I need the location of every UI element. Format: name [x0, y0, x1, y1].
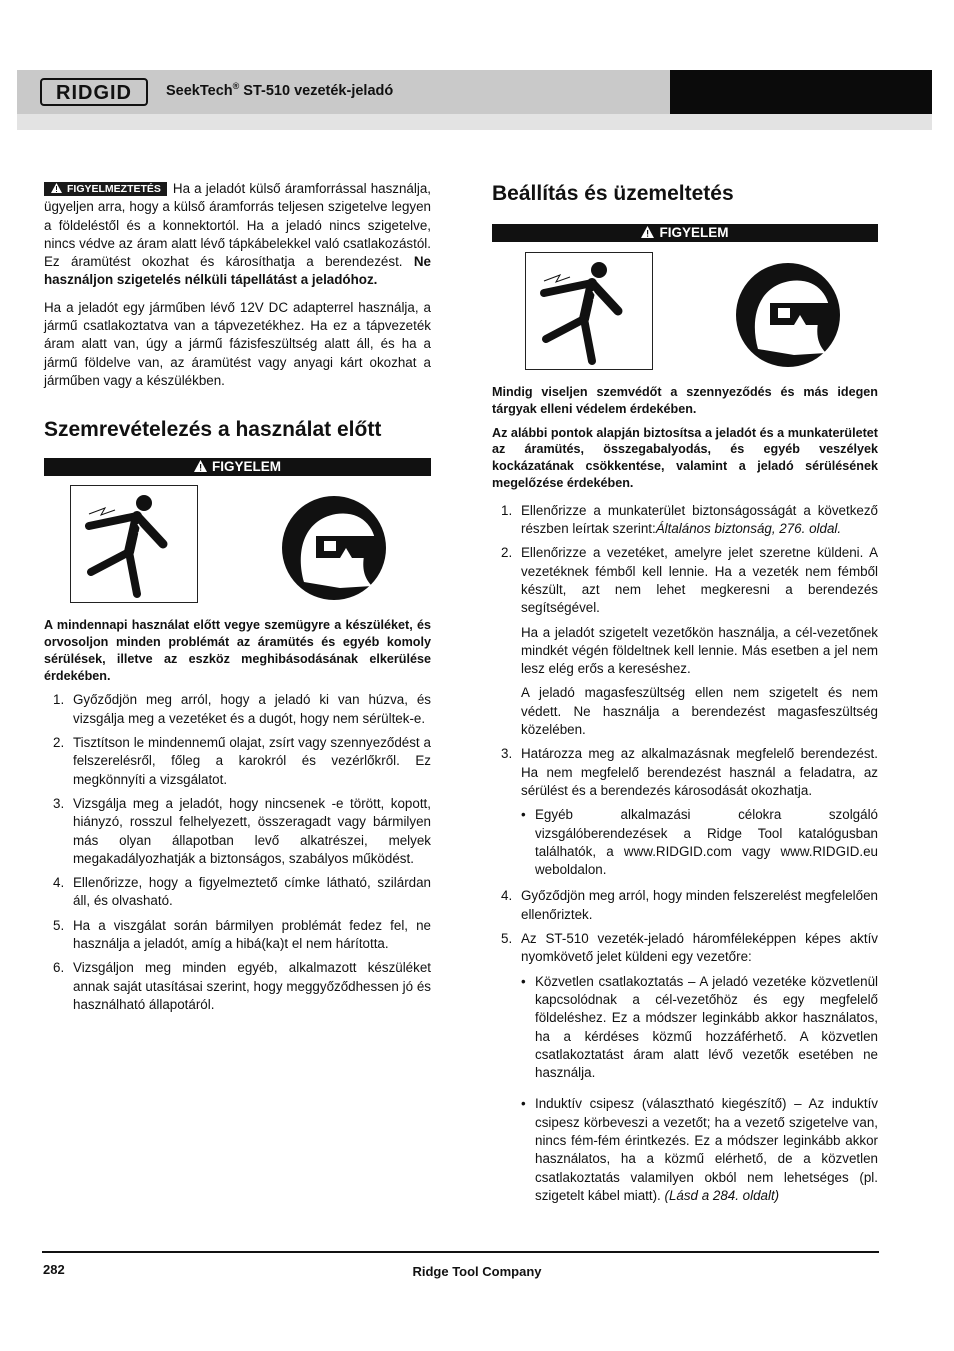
- list-item: 5. Ha a viszgálat során bármilyen problémát fedez fel, ne használja a jeladót, amíg a hibá(ka)t el nem hárította.: [53, 917, 431, 952]
- right-column: [492, 180, 878, 1213]
- section-title-setup: Beállítás és üzemeltetés: [492, 182, 734, 205]
- svg-text:RIDGID: RIDGID: [56, 82, 132, 104]
- bullet-item: • Egyéb alkalmazási célokra szolgáló vizsgálóberendezések a Ridge Tool katalógusban találhatók, a www.RIDGID.com vagy www.RIDGID.eu weboldalon.: [521, 807, 878, 878]
- electric-shock-icon: [525, 252, 653, 370]
- page-number: 282: [43, 1262, 65, 1277]
- eye-protection-note: Mindig viseljen szemvédőt a szennyeződés és más idegen tárgyak elleni védelem érdekében.: [492, 385, 878, 416]
- left-column: [44, 180, 431, 1020]
- header-black-block: [670, 70, 932, 114]
- eye-protection-icon: [734, 261, 842, 369]
- bullet-item: • Induktív csipesz (választható kiegészítő) – Az induktív csipesz körbeveszi a vezetőt; ha a vezető szigetelve van, nincs fém-fém érintkezés. Ez a módszer leginkább akkor használatos, ha a közmű elérhető, de a közvetlen csatlakoztatás valamilyen okból nem lehetséges (pl. szigetelt kábel miatt). (Lásd a 284. oldalt): [521, 1096, 878, 1203]
- setup-intro: Az alábbi pontok alapján biztosítsa a jeladót és a munkaterületet az áramütés, összegabalyodás, és egyéb veszélyek kockázatának csökkentése, valamint a jeladó sérülésének megelőzése érdekében.: [492, 425, 878, 490]
- warning-triangle-icon: [641, 226, 654, 238]
- adapter-paragraph: Ha a jeladót egy járműben lévő 12V DC adapterrel használja, a jármű csatlakoztatva van a tápvezetékhez. Ha ez a tápvezeték áram alatt van, úgy a jármű fázisfeszültség alatt áll, és ha a jármű földelve van, az áramütést vagy anyagi kárt okozhat a járműben vagy a készülékben.: [44, 299, 431, 388]
- list-item: 6. Vizsgáljon meg minden egyéb, alkalmazott készüléket annak saját utasításai szerint, hogy meggyőződhessen jó és használható állapotáról.: [53, 960, 431, 1012]
- external-power-warning: FIGYELMEZTETÉS Ha a jeladót külső áramforrással használja, ügyeljen arra, hogy a külső áramforrás teljesen szigetelve legyen a földeléstől és a konnektortól. Ha a jeladó nincs szigetelve, nincs védve az áram alatt lévő tápkábelekkel való csatlakozástól. Ez áramütést okozhat és károsíthatja a berendezést. Ne használjon szigetelés nélküli tápellátást a jeladóhoz.: [44, 181, 431, 288]
- footer-company: Ridge Tool Company: [412, 1264, 542, 1279]
- eye-protection-icon: [280, 494, 388, 602]
- list-item: 1. Ellenőrizze a munkaterület biztonságosságát a következő részben leírtak szerint:Általános biztonság, 276. oldal.: [501, 502, 878, 537]
- electric-shock-icon: [70, 485, 198, 603]
- inspection-list: [44, 691, 431, 1014]
- ridgid-logo: [40, 78, 148, 106]
- list-item: 2. Tisztítson le mindennemű olajat, zsírt vagy szennyeződést a felszerelésről, főleg a karokról és vezérlőkről. Ez megkönnyíti a vizsgálatot.: [53, 735, 431, 787]
- caution-banner: FIGYELEM: [44, 458, 431, 476]
- warning-badge: FIGYELMEZTETÉS: [44, 182, 167, 196]
- inspection-intro: A mindennapi használat előtt vegye szemügyre a készüléket, és orvosoljon minden problémát az áramütés és egyéb komoly sérülések, illetve az eszköz meghibásodásának elkerülése érdekében.: [44, 618, 431, 683]
- warning-triangle-icon: [51, 183, 62, 193]
- list-item: 4. Győződjön meg arról, hogy minden felszerelést megfelelően ellenőriztek.: [501, 888, 878, 922]
- list-item: 3. Határozza meg az alkalmazásnak megfelelő berendezést. Ha nem megfelelő berendezést használ a feladatra, az sérülést és a berendezés károsodását okozhatja. • Egyéb alkalmazási célokra szolgáló vizsgálóberendezések a Ridge Tool katalógusban találhatók, a www.RIDGID.com vagy www.RIDGID.eu weboldalon.: [492, 745, 878, 879]
- list-item: 1. Győződjön meg arról, hogy a jeladó ki van húzva, és vizsgálja meg a vezetéket és a dugót, hogy nem sérültek-e.: [53, 692, 431, 726]
- list-item: 2. Ellenőrizze a vezetéket, amelyre jelet szeretne küldeni. A vezetéknek fémből kell lennie. Ha a vezeték nem fémből készült, azt nem lehet megkeresni a berendezés segítségével. Ha a jeladót szigetelt vezetőkön használja, a cél-vezetőnek mindkét végén földeltnek kell lennie. Más esetben a jel nem lesz elég erős a kereséshez. A jeladó magasfeszültség ellen nem szigetelt és nem védett. Ne használja a berendezést magasfeszültség közelében.: [501, 545, 878, 738]
- setup-list: [492, 502, 878, 1205]
- document-title: SeekTech® ST-510 vezeték-jeladó: [166, 81, 394, 99]
- bullet-item: • Közvetlen csatlakoztatás – A jeladó vezetéke közvetlenül kapcsolódnak a cél-vezetőhöz és egy megfelelő földeléshez. Ez a módszer leginkább akkor használatos, ha a kérdéses közmű hozzáférhető. A közvetlen csatlakoztatást áram alatt lévő vezetők esetében ne használja.: [521, 973, 878, 1081]
- footer-rule: [42, 1251, 879, 1253]
- list-item: 4. Ellenőrizze, hogy a figyelmeztető címke látható, szilárdan áll, és olvasható.: [53, 875, 431, 909]
- list-item: 3. Vizsgálja meg a jeladót, hogy nincsenek -e törött, kopott, hiányzó, rosszul felhelyezett, összeragadt vagy bármilyen más olyan állapotban levő alkatrészei, melyek megakadályozhatják a biztonságos, szabályos működést.: [53, 795, 431, 866]
- safety-pictograms: [44, 485, 431, 609]
- caution-banner: FIGYELEM: [492, 224, 878, 242]
- section-title-inspection: Szemrevételezés a használat előtt: [44, 418, 382, 442]
- warning-triangle-icon: [194, 460, 207, 472]
- safety-pictograms: [492, 252, 878, 376]
- header-strip: [17, 114, 932, 130]
- list-item: 5. Az ST-510 vezeték-jeladó háromféleképpen képes aktív nyomkövető jelet küldeni egy vezetőre: • Közvetlen csatlakoztatás – A jeladó vezetéke közvetlenül kapcsolódnak a cél-vezetőhöz és egy megfelelő földeléshez. Ez a módszer leginkább akkor használatos, ha a kérdéses közmű hozzáférhető. A közvetlen csatlakoztatást áram alatt lévő vezetők esetében ne használja. • Induktív csipesz (választható kiegészítő) – Az induktív csipesz körbeveszi a vezetőt; ha a vezető szigetelve van, nincs fém-fém érintkezés. Ez a módszer leginkább akkor használatos, ha a közmű elérhető, de a közvetlen csatlakoztatás valamilyen okból nem lehetséges (pl. szigetelt kábel miatt). (Lásd a 284. oldalt): [492, 930, 878, 1205]
